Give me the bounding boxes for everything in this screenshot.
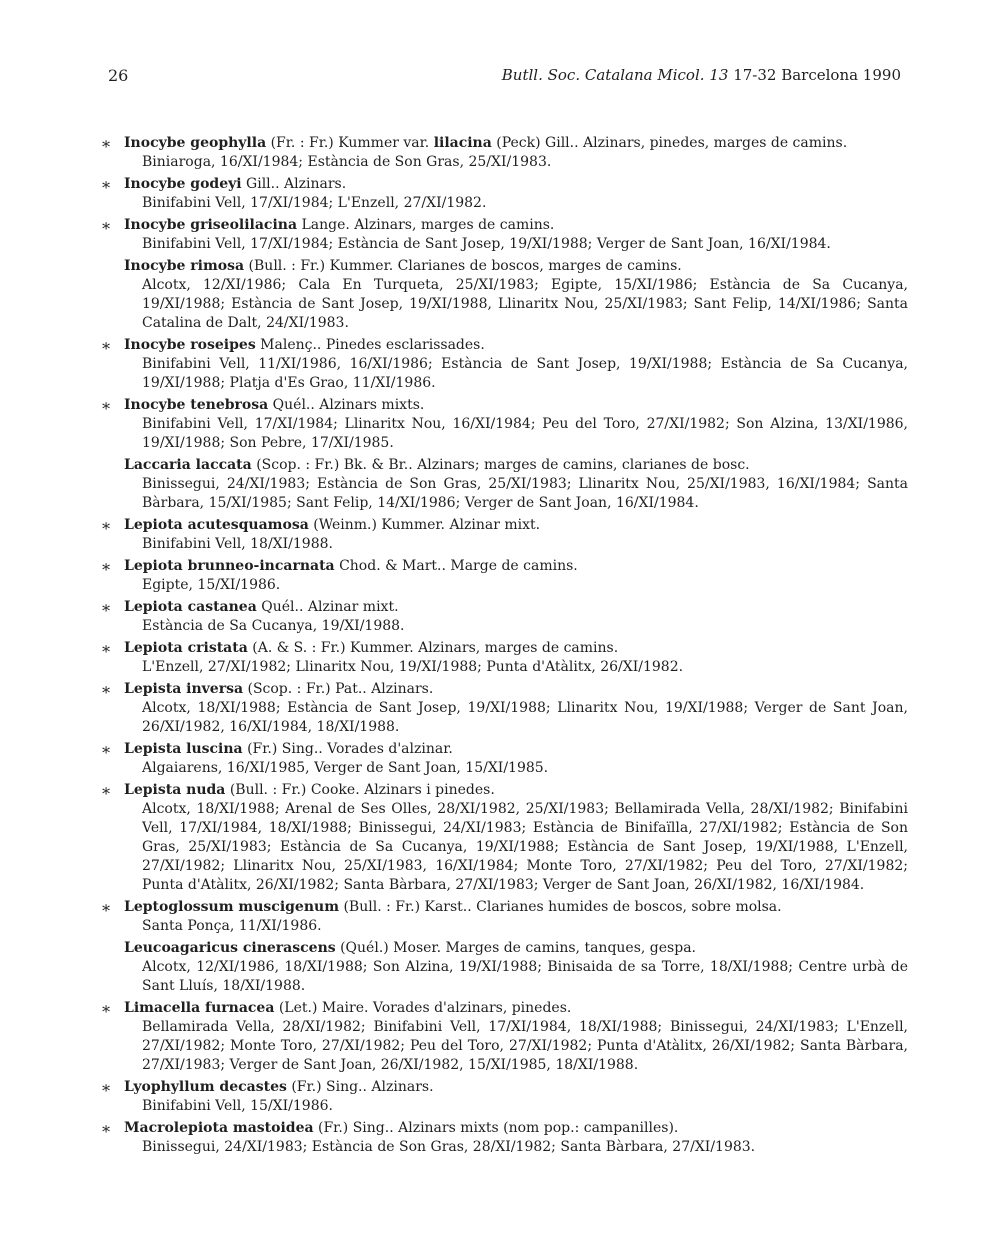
species-name: Inocybe tenebrosa bbox=[124, 397, 269, 413]
species-authority: (Bull. : Fr.) Kummer bbox=[248, 258, 389, 274]
species-entry bbox=[96, 639, 908, 677]
species-habitat: . Alzinars mixts (nom pop.: campanilles). bbox=[389, 1120, 679, 1136]
species-habitat: . Pinedes esclarissades. bbox=[316, 337, 485, 353]
species-entry bbox=[96, 336, 908, 393]
species-authority: (Fr.) Sing. bbox=[247, 741, 319, 757]
species-entry bbox=[96, 396, 908, 453]
species-habitat: . Alzinars mixts. bbox=[310, 397, 425, 413]
new-record-asterisk-icon: ∗ bbox=[100, 639, 112, 658]
species-authority: Chod. & Mart. bbox=[339, 558, 442, 574]
species-name: Lepiota acutesquamosa bbox=[124, 517, 309, 533]
new-record-asterisk-icon: ∗ bbox=[100, 557, 112, 576]
species-entry bbox=[96, 939, 908, 996]
species-heading bbox=[124, 939, 908, 958]
species-authority: (A. & S. : Fr.) Kummer bbox=[252, 640, 410, 656]
species-entry bbox=[96, 598, 908, 636]
species-localities: Alcotx, 18/XI/1988; Arenal de Ses Olles, 28/XI/1982, 25/XI/1983; Bellamirada Vella, 28/XI/1982; Binifabini Vell, 17/XI/1984, 18/XI/1988; Binissegui, 24/XI/1983; Estància de Binifaïlla, 27/XI/1982; Estància de Son Gras, 25/XI/1983; Estància de Sa Cucanya, 19/XI/1988; Estància de Sant Josep, 19/XI/1988, L'Enzell, 27/XI/1982; Llinaritx Nou, 25/XI/1983, 16/XI/1984; Monte Toro, 27/XI/1982; Peu del Toro, 27/XI/1982; Punta d'Atàlitx, 26/XI/1982; Santa Bàrbara, 27/XI/1983; Verger de Sant Joan, 26/XI/1982, 16/XI/1984. bbox=[142, 801, 908, 893]
species-name: Inocybe griseolilacina bbox=[124, 217, 298, 233]
species-localities: Binifabini Vell, 17/XI/1984; Llinaritx Nou, 16/XI/1984; Peu del Toro, 27/XI/1982; Son Alzina, 13/XI/1986, 19/XI/1988; Son Pebre, 17/XI/1985. bbox=[142, 416, 908, 451]
new-record-asterisk-icon: ∗ bbox=[100, 598, 112, 617]
species-entry bbox=[96, 999, 908, 1075]
species-localities: L'Enzell, 27/XI/1982; Llinaritx Nou, 19/XI/1988; Punta d'Atàlitx, 26/XI/1982. bbox=[142, 659, 684, 675]
species-habitat: . Alzinars i pinedes. bbox=[355, 782, 495, 798]
species-name: Lepiota cristata bbox=[124, 640, 248, 656]
species-localities: Alcotx, 12/XI/1986, 18/XI/1988; Son Alzina, 19/XI/1988; Binisaida de sa Torre, 18/XI/1988; Centre urbà de Sant Lluís, 18/XI/1988. bbox=[142, 959, 908, 994]
journal-volume: 13 bbox=[709, 66, 729, 84]
species-entry bbox=[96, 781, 908, 895]
new-record-asterisk-icon: ∗ bbox=[100, 336, 112, 355]
species-habitat: . Clarianes de boscos, marges de camins. bbox=[388, 258, 682, 274]
species-heading bbox=[124, 456, 908, 475]
species-heading bbox=[124, 516, 908, 535]
species-localities: Alcotx, 12/XI/1986; Cala En Turqueta, 25/XI/1983; Egipte, 15/XI/1986; Estància de Sa Cucanya, 19/XI/1988; Estància de Sant Josep, 19/XI/1988, Llinaritx Nou, 25/XI/1983; Sant Felip, 14/XI/1986; Santa Catalina de Dalt, 24/XI/1983. bbox=[142, 277, 908, 331]
new-record-asterisk-icon: ∗ bbox=[100, 175, 112, 194]
journal-title: Butll. Soc. Catalana Micol. bbox=[501, 66, 705, 84]
species-name: Inocybe rimosa bbox=[124, 258, 245, 274]
species-heading bbox=[124, 557, 908, 576]
species-habitat: . Alzinars. bbox=[362, 1079, 434, 1095]
species-habitat: . Marges de camins, tanques, gespa. bbox=[436, 940, 696, 956]
species-authority: (Scop. : Fr.) Pat. bbox=[247, 681, 363, 697]
variety-authority: (Peck) Gill. bbox=[496, 135, 575, 151]
species-authority: (Scop. : Fr.) Bk. & Br. bbox=[256, 457, 409, 473]
species-heading bbox=[124, 639, 908, 658]
species-localities: Binifabini Vell, 15/XI/1986. bbox=[142, 1098, 333, 1114]
species-localities: Bellamirada Vella, 28/XI/1982; Binifabini Vell, 17/XI/1984, 18/XI/1988; Binissegui, 24/XI/1983; L'Enzell, 27/XI/1982; Monte Toro, 27/XI/1982; Peu del Toro, 27/XI/1982; Punta d'Atàlitx, 26/XI/1982; Santa Bàrbara, 27/XI/1983; Verger de Sant Joan, 26/XI/1982, 15/XI/1985, 18/XI/1988. bbox=[142, 1019, 908, 1073]
species-name: Lepiota castanea bbox=[124, 599, 257, 615]
species-heading bbox=[124, 781, 908, 800]
species-habitat: . Alzinars; marges de camins, clarianes de bosc. bbox=[408, 457, 750, 473]
new-record-asterisk-icon: ∗ bbox=[100, 396, 112, 415]
species-entry bbox=[96, 1078, 908, 1116]
species-entry bbox=[96, 898, 908, 936]
new-record-asterisk-icon: ∗ bbox=[100, 1119, 112, 1138]
species-authority: (Fr.) Sing. bbox=[291, 1079, 363, 1095]
running-head bbox=[502, 66, 901, 84]
species-localities: Alcotx, 18/XI/1988; Estància de Sant Josep, 19/XI/1988; Llinaritx Nou, 19/XI/1988; Verger de Sant Joan, 26/XI/1982, 16/XI/1984, 18/XI/1988. bbox=[142, 700, 908, 735]
species-localities: Egipte, 15/XI/1986. bbox=[142, 577, 281, 593]
species-entry bbox=[96, 456, 908, 513]
species-authority: Quél. bbox=[272, 397, 311, 413]
species-localities: Binifabini Vell, 17/XI/1984; L'Enzell, 27/XI/1982. bbox=[142, 195, 487, 211]
species-authority: (Bull. : Fr.) Karst. bbox=[343, 899, 468, 915]
species-name: Lepista nuda bbox=[124, 782, 226, 798]
new-record-asterisk-icon: ∗ bbox=[100, 1078, 112, 1097]
species-localities: Algaiarens, 16/XI/1985, Verger de Sant Joan, 15/XI/1985. bbox=[142, 760, 549, 776]
new-record-asterisk-icon: ∗ bbox=[100, 740, 112, 759]
species-name: Leptoglossum muscigenum bbox=[124, 899, 340, 915]
species-authority: Malenç. bbox=[260, 337, 317, 353]
species-entry bbox=[96, 740, 908, 778]
species-authority: (Fr. : Fr.) Kummer var. bbox=[270, 135, 430, 151]
species-entry bbox=[96, 134, 908, 172]
species-habitat: . Vorades d'alzinars, pinedes. bbox=[364, 1000, 572, 1016]
species-heading bbox=[124, 1119, 908, 1138]
species-name: Lepista inversa bbox=[124, 681, 244, 697]
species-heading bbox=[124, 598, 908, 617]
species-heading bbox=[124, 898, 908, 917]
species-heading bbox=[124, 134, 908, 153]
species-name: Inocybe godeyi bbox=[124, 176, 242, 192]
species-authority: (Weinm.) Kummer bbox=[313, 517, 441, 533]
species-heading bbox=[124, 216, 908, 235]
species-habitat: . Marge de camins. bbox=[441, 558, 578, 574]
species-habitat: . Alzinars, pinedes, marges de camins. bbox=[574, 135, 848, 151]
species-localities: Estància de Sa Cucanya, 19/XI/1988. bbox=[142, 618, 405, 634]
species-habitat: . Alzinars. bbox=[275, 176, 347, 192]
species-authority: Quél. bbox=[261, 599, 299, 615]
species-heading bbox=[124, 336, 908, 355]
species-entry bbox=[96, 557, 908, 595]
species-habitat: . Alzinars, marges de camins. bbox=[409, 640, 619, 656]
species-habitat: . Clarianes humides de boscos, sobre molsa. bbox=[467, 899, 782, 915]
species-localities: Binifabini Vell, 17/XI/1984; Estància de Sant Josep, 19/XI/1988; Verger de Sant Joan, 16/XI/1984. bbox=[142, 236, 831, 252]
species-localities: Biniaroga, 16/XI/1984; Estància de Son Gras, 25/XI/1983. bbox=[142, 154, 552, 170]
species-name: Lepista luscina bbox=[124, 741, 243, 757]
species-name: Inocybe roseipes bbox=[124, 337, 256, 353]
species-entry bbox=[96, 175, 908, 213]
species-name: Limacella furnacea bbox=[124, 1000, 275, 1016]
species-localities: Binifabini Vell, 18/XI/1988. bbox=[142, 536, 333, 552]
species-name: Lyophyllum decastes bbox=[124, 1079, 287, 1095]
new-record-asterisk-icon: ∗ bbox=[100, 680, 112, 699]
species-heading bbox=[124, 396, 908, 415]
species-heading bbox=[124, 740, 908, 759]
species-localities: Binifabini Vell, 11/XI/1986, 16/XI/1986; Estància de Sant Josep, 19/XI/1988; Estància de Sa Cucanya, 19/XI/1988; Platja d'Es Grao, 11/XI/1986. bbox=[142, 356, 908, 391]
species-localities: Binissegui, 24/XI/1983; Estància de Son Gras, 28/XI/1982; Santa Bàrbara, 27/XI/1983. bbox=[142, 1139, 756, 1155]
species-name: Inocybe geophylla bbox=[124, 135, 267, 151]
species-name: Lepiota brunneo-incarnata bbox=[124, 558, 335, 574]
species-localities: Santa Ponça, 11/XI/1986. bbox=[142, 918, 322, 934]
species-authority: Gill. bbox=[246, 176, 276, 192]
species-name: Leucoagaricus cinerascens bbox=[124, 940, 336, 956]
species-entry bbox=[96, 680, 908, 737]
new-record-asterisk-icon: ∗ bbox=[100, 999, 112, 1018]
species-localities: Binissegui, 24/XI/1983; Estància de Son Gras, 25/XI/1983; Llinaritx Nou, 25/XI/1983, 16/XI/1984; Santa Bàrbara, 15/XI/1985; Sant Felip, 14/XI/1986; Verger de Sant Joan, 16/XI/1984. bbox=[142, 476, 908, 511]
species-heading bbox=[124, 1078, 908, 1097]
variety-name: lilacina bbox=[433, 135, 492, 151]
species-authority: Lange bbox=[301, 217, 346, 233]
species-heading bbox=[124, 175, 908, 194]
species-entry bbox=[96, 516, 908, 554]
species-entry bbox=[96, 216, 908, 254]
new-record-asterisk-icon: ∗ bbox=[100, 516, 112, 535]
species-habitat: . Alzinar mixt. bbox=[298, 599, 399, 615]
new-record-asterisk-icon: ∗ bbox=[100, 134, 112, 153]
species-authority: (Fr.) Sing. bbox=[318, 1120, 390, 1136]
new-record-asterisk-icon: ∗ bbox=[100, 216, 112, 235]
species-heading bbox=[124, 680, 908, 699]
new-record-asterisk-icon: ∗ bbox=[100, 781, 112, 800]
species-habitat: . Alzinars, marges de camins. bbox=[345, 217, 555, 233]
species-authority: (Bull. : Fr.) Cooke bbox=[229, 782, 356, 798]
species-habitat: . Vorades d'alzinar. bbox=[318, 741, 453, 757]
new-record-asterisk-icon: ∗ bbox=[100, 898, 112, 917]
species-heading bbox=[124, 999, 908, 1018]
species-heading bbox=[124, 257, 908, 276]
species-list bbox=[96, 134, 908, 1160]
species-authority: (Quél.) Moser bbox=[340, 940, 437, 956]
journal-pages-year: 17-32 Barcelona 1990 bbox=[733, 66, 901, 84]
species-authority: (Let.) Maire bbox=[278, 1000, 365, 1016]
page-number: 26 bbox=[108, 66, 129, 85]
species-habitat: . Alzinars. bbox=[362, 681, 434, 697]
species-name: Macrolepiota mastoidea bbox=[124, 1120, 314, 1136]
species-habitat: . Alzinar mixt. bbox=[440, 517, 541, 533]
species-name: Laccaria laccata bbox=[124, 457, 252, 473]
species-entry bbox=[96, 257, 908, 333]
species-entry bbox=[96, 1119, 908, 1157]
